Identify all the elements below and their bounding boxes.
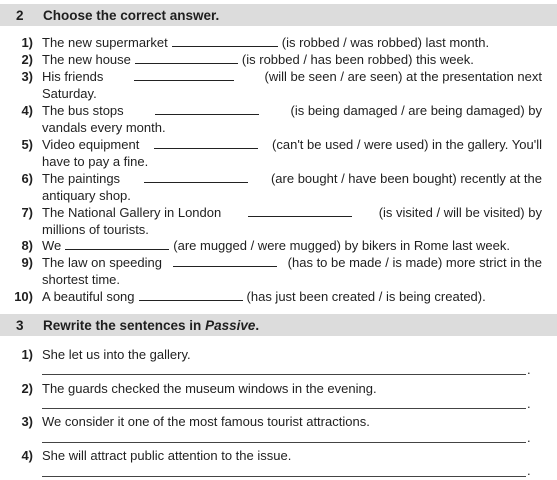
answer-line[interactable] [42,408,526,409]
item-text-after: (is robbed / was robbed) last month. [281,35,490,50]
section-2-header [0,4,557,26]
item-text-after: (are bought / have been bought) recently at the [270,171,542,186]
item-number: 9) [21,255,33,270]
item-text-after: (will be seen / are seen) at the presentation next [264,69,542,84]
item-text-after: (is being damaged / are being damaged) by [290,103,542,118]
item-text-continued: millions of tourists. [42,222,149,237]
item-text-before: The new house [42,52,131,67]
section-3-number: 3 [16,317,24,333]
item-number: 4) [21,448,33,463]
item-number: 2) [21,381,33,396]
item-text-continued: Saturday. [42,86,97,101]
section-3-title: Rewrite the sentences in Passive. [43,317,260,333]
answer-blank[interactable] [139,288,243,301]
sentence-text: She let us into the gallery. [42,347,191,362]
sentence-text: We consider it one of the most famous tourist attractions. [42,414,370,429]
item-number: 1) [21,347,33,362]
answer-blank[interactable] [173,254,277,267]
item-number: 4) [21,103,33,118]
item-text-before: The National Gallery in London [42,205,222,220]
item-text-before: His friends [42,69,104,84]
answer-blank[interactable] [172,34,278,47]
item-text-before: A beautiful song [42,289,135,304]
answer-blank[interactable] [248,204,352,217]
answer-blank[interactable] [155,102,259,115]
item-text-continued: vandals every month. [42,120,166,135]
sentence-text: She will attract public attention to the issue. [42,448,292,463]
item-text-before: We [42,238,62,253]
item-text-after: (has just been created / is being created). [246,289,486,304]
item-number: 3) [21,414,33,429]
answer-line[interactable] [42,442,526,443]
item-number: 3) [21,69,33,84]
item-number: 10) [14,289,33,304]
item-number: 8) [21,238,33,253]
item-text-before: The paintings [42,171,121,186]
item-text-after: (has to be made / is made) more strict in the [287,255,542,270]
line-end-period: . [527,396,531,411]
item-text-after: (is visited / will be visited) by [378,205,542,220]
item-number: 2) [21,52,33,67]
item-number: 7) [21,205,33,220]
answer-blank[interactable] [65,237,169,250]
section-3-header [0,314,557,336]
answer-blank[interactable] [135,51,238,64]
item-number: 1) [21,35,33,50]
item-text-before: The new supermarket [42,35,168,50]
item-text-continued: antiquary shop. [42,188,131,203]
item-text-before: The law on speeding [42,255,162,270]
item-text-continued: shortest time. [42,272,121,287]
item-number: 5) [21,137,33,152]
item-number: 6) [21,171,33,186]
sentence-text: The guards checked the museum windows in the evening. [42,381,377,396]
answer-line[interactable] [42,476,526,477]
answer-blank[interactable] [144,170,248,183]
answer-blank[interactable] [134,68,234,81]
item-text-after: (are mugged / were mugged) by bikers in Rome last week. [173,238,510,253]
section-2-title: Choose the correct answer. [43,7,220,23]
item-text-before: Video equipment [42,137,140,152]
section-2-number: 2 [16,7,24,23]
answer-line[interactable] [42,374,526,375]
answer-blank[interactable] [154,136,258,149]
line-end-period: . [527,362,531,377]
line-end-period: . [527,430,531,445]
item-text-continued: have to pay a fine. [42,154,149,169]
line-end-period: . [527,463,531,478]
item-text-after: (can't be used / were used) in the gallery. You'll [272,137,542,152]
item-text-after: (is robbed / has been robbed) this week. [241,52,474,67]
item-text-before: The bus stops [42,103,124,118]
